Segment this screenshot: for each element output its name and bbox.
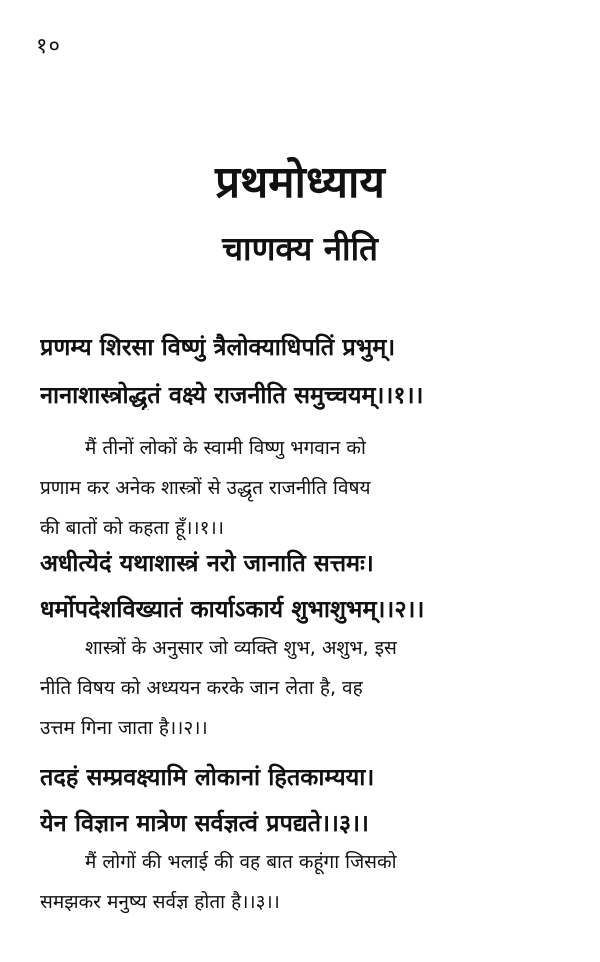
meaning-2 [40,628,570,748]
verse-2-line-2: धर्मोपदेशविख्यातं कार्याऽकार्य शुभाशुभम्।।२।। [40,595,425,623]
meaning-1-line-3: की बातों को कहता हूँ।।१।। [40,517,224,539]
meaning-3-line-1: मैं लोगों की भलाई की वह बात कहूंगा जिसको [85,851,397,873]
verse-3-line-2: येन विज्ञान मात्रेण सर्वज्ञत्वं प्रपद्यते।।३।। [40,809,369,837]
chapter-subtitle: चाणक्य नीति [222,229,378,268]
verse-3-line-1: तदहं सम्प्रवक्ष्यामि लोकानां हितकाम्यया। [40,763,375,791]
meaning-2-line-2: नीति विषय को अध्ययन करके जान लेता है, वह [40,677,363,699]
verse-2-line-1: अधीत्येदं यथाशास्त्रं नरो जानाति सत्तमः। [40,549,374,577]
meaning-1-line-2: प्रणाम कर अनेक शास्त्रों से उद्धृत राजनीति विषय [40,477,371,499]
meaning-3 [40,842,570,922]
verse-1-line-1: प्रणम्य शिरसा विष्णुं त्रैलोक्याधिपतिं प्रभुम्। [40,333,396,361]
meaning-3-line-2: समझकर मनुष्य सर्वज्ञ होता है।।३।। [40,891,280,913]
chapter-title: प्रथमोध्याय [215,157,385,208]
verse-1-line-2: नानाशास्त्रोद्धृतं वक्ष्ये राजनीति समुच्चयम्।।१।। [40,381,424,409]
meaning-2-line-3: उत्तम गिना जाता है।।२।। [40,717,208,739]
meaning-2-line-1: शास्त्रों के अनुसार जो व्यक्ति शुभ, अशुभ, इस [85,637,397,659]
meaning-1-line-1: मैं तीनों लोकों के स्वामी विष्णु भगवान को [85,437,366,459]
meaning-1 [40,428,570,548]
page-number: १० [36,34,61,59]
